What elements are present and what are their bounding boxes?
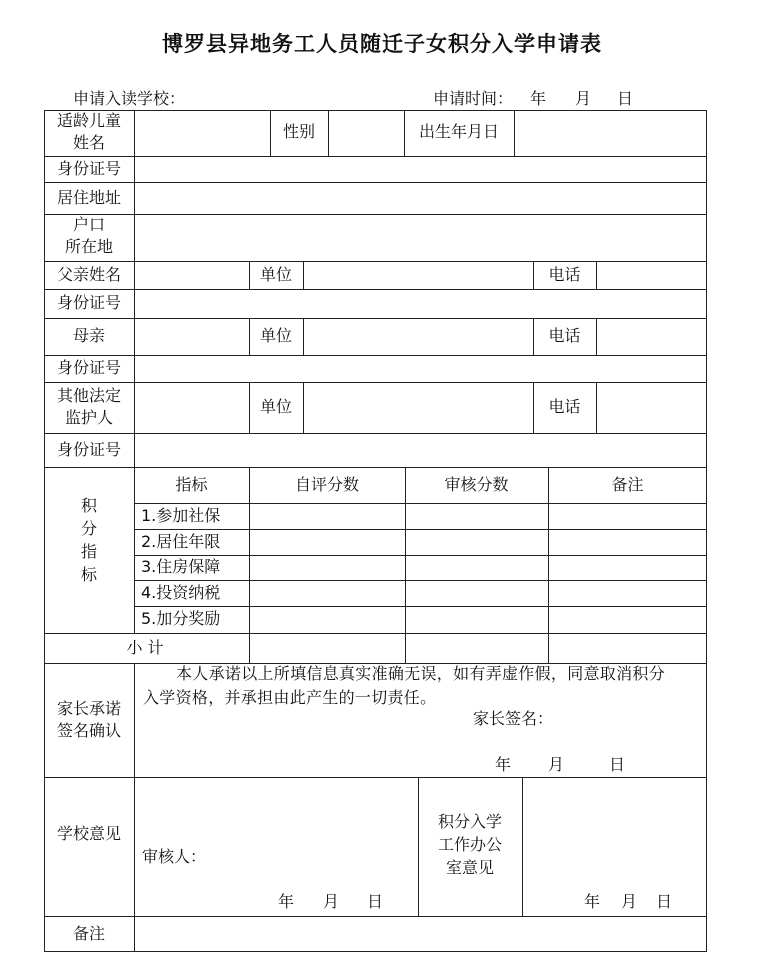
father-phone-field[interactable] bbox=[597, 262, 706, 288]
guardian-unit-field[interactable] bbox=[304, 383, 532, 432]
points-header-indicator: 指标 bbox=[175, 475, 208, 494]
child-name-field[interactable] bbox=[135, 111, 269, 155]
guardian-unit-label: 单位 bbox=[259, 397, 292, 416]
apply-month: 月 bbox=[575, 89, 592, 108]
father-unit-field[interactable] bbox=[304, 262, 532, 288]
child-name-label-2: 姓名 bbox=[72, 133, 105, 152]
mother-name-label: 母亲 bbox=[72, 326, 105, 345]
guardian-name-field[interactable] bbox=[135, 383, 248, 432]
gender-label: 性别 bbox=[282, 122, 315, 141]
mother-unit-label: 单位 bbox=[259, 326, 292, 345]
child-id-field[interactable] bbox=[135, 157, 706, 181]
points-header-remark: 备注 bbox=[611, 475, 644, 494]
pledge-text: 本人承诺以上所填信息真实准确无误，如有弄虚作假，同意取消积分 bbox=[176, 664, 666, 683]
points-item-1: 1.参加社保 bbox=[141, 506, 221, 525]
office-opinion-label-3: 室意见 bbox=[445, 858, 494, 877]
apply-day: 日 bbox=[617, 89, 634, 108]
school-label: 申请入读学校： bbox=[73, 89, 186, 108]
school-opinion-label: 学校意见 bbox=[56, 824, 121, 843]
guardian-phone-field[interactable] bbox=[597, 383, 706, 432]
points-side-label-3: 指 bbox=[80, 542, 97, 561]
points-item-2: 2.居住年限 bbox=[141, 532, 221, 551]
remark-field[interactable] bbox=[135, 917, 706, 951]
pledge-year: 年 bbox=[495, 755, 512, 774]
school-field[interactable] bbox=[190, 84, 410, 106]
points-item-5: 5.加分奖励 bbox=[141, 609, 221, 628]
father-phone-label: 电话 bbox=[548, 265, 581, 284]
pledge-text-2: 入学资格，并承担由此产生的一切责任。 bbox=[143, 688, 437, 707]
hukou-label: 户口 bbox=[72, 215, 105, 234]
child-name-label: 适龄儿童 bbox=[56, 111, 121, 130]
gender-field[interactable] bbox=[329, 111, 403, 155]
birth-field[interactable] bbox=[515, 111, 706, 155]
pledge-month: 月 bbox=[548, 755, 565, 774]
points-side-label-4: 标 bbox=[80, 565, 97, 584]
school-month: 月 bbox=[323, 892, 340, 911]
father-id-field[interactable] bbox=[135, 290, 706, 317]
audit-score-fields[interactable] bbox=[406, 504, 547, 632]
mother-id-label: 身份证号 bbox=[56, 358, 121, 377]
mother-unit-field[interactable] bbox=[304, 319, 532, 354]
points-header-self-score: 自评分数 bbox=[294, 475, 359, 494]
mother-id-field[interactable] bbox=[135, 356, 706, 381]
father-name-field[interactable] bbox=[135, 262, 248, 288]
hukou-label-2: 所在地 bbox=[64, 237, 113, 256]
office-month: 月 bbox=[621, 892, 638, 911]
school-year: 年 bbox=[278, 892, 295, 911]
guardian-name-label: 其他法定 bbox=[56, 386, 121, 405]
address-label: 居住地址 bbox=[56, 188, 121, 207]
office-opinion-label-2: 工作办公 bbox=[437, 835, 502, 854]
father-name-label: 父亲姓名 bbox=[56, 265, 121, 284]
points-item-4: 4.投资纳税 bbox=[141, 583, 221, 602]
pledge-label-2: 签名确认 bbox=[56, 721, 121, 740]
subtotal-fields[interactable] bbox=[250, 634, 706, 662]
points-side-label-2: 分 bbox=[80, 519, 97, 538]
birth-label: 出生年月日 bbox=[418, 122, 499, 141]
points-remark-fields[interactable] bbox=[549, 504, 706, 632]
office-day: 日 bbox=[656, 892, 673, 911]
form-title: 博罗县异地务工人员随迁子女积分入学申请表 bbox=[162, 31, 602, 56]
points-side-label-1: 积 bbox=[80, 496, 97, 515]
office-opinion-field[interactable] bbox=[523, 778, 706, 915]
guardian-name-label-2: 监护人 bbox=[64, 408, 113, 427]
self-score-fields[interactable] bbox=[250, 504, 404, 632]
points-item-3: 3.住房保障 bbox=[141, 557, 221, 576]
office-year: 年 bbox=[584, 892, 601, 911]
parent-sign-field[interactable] bbox=[560, 706, 700, 732]
guardian-phone-label: 电话 bbox=[548, 397, 581, 416]
points-header-audit-score: 审核分数 bbox=[444, 475, 509, 494]
guardian-id-label: 身份证号 bbox=[56, 440, 121, 459]
pledge-day: 日 bbox=[609, 755, 626, 774]
mother-phone-field[interactable] bbox=[597, 319, 706, 354]
office-opinion-label: 积分入学 bbox=[437, 812, 502, 831]
reviewer-label: 审核人： bbox=[142, 847, 207, 866]
father-id-label: 身份证号 bbox=[56, 293, 121, 312]
pledge-label: 家长承诺 bbox=[56, 699, 121, 718]
school-day: 日 bbox=[367, 892, 384, 911]
guardian-id-field[interactable] bbox=[135, 434, 706, 466]
address-field[interactable] bbox=[135, 183, 706, 213]
father-unit-label: 单位 bbox=[259, 265, 292, 284]
subtotal-label: 小 计 bbox=[126, 638, 164, 657]
mother-phone-label: 电话 bbox=[548, 326, 581, 345]
child-id-label: 身份证号 bbox=[56, 159, 121, 178]
mother-name-field[interactable] bbox=[135, 319, 248, 354]
remark-label: 备注 bbox=[72, 924, 105, 943]
apply-time-label: 申请时间： bbox=[433, 89, 514, 108]
parent-sign-label: 家长签名： bbox=[473, 709, 554, 728]
hukou-field[interactable] bbox=[135, 215, 706, 260]
apply-year: 年 bbox=[530, 89, 547, 108]
